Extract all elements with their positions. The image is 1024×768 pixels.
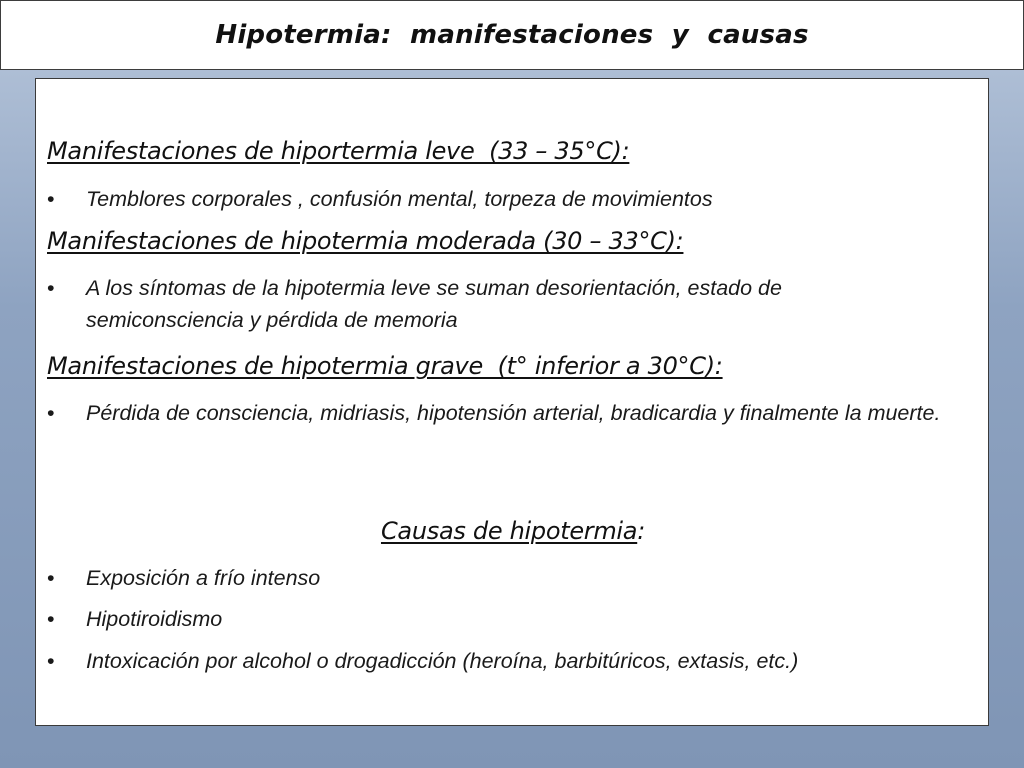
bullet-icon: • <box>47 566 55 590</box>
bullet-icon: • <box>47 187 55 211</box>
bullet-text: Pérdida de consciencia, midriasis, hipotensión arterial, bradicardia y finalmente la muerte. <box>86 401 941 425</box>
list-item-grave-1 <box>47 397 982 429</box>
bullet-icon: • <box>47 401 55 425</box>
bullet-text: Temblores corporales , confusión mental, torpeza de movimientos <box>86 187 713 211</box>
bullet-text: Intoxicación por alcohol o drogadicción (heroína, barbitúricos, extasis, etc.) <box>86 649 799 673</box>
bullet-text: A los síntomas de la hipotermia leve se suman desorientación, estado de semiconsciencia y pérdida de memoria <box>86 276 782 332</box>
heading-causas-colon: : <box>637 517 646 545</box>
heading-causas-text: Causas de hipotermia <box>380 517 638 545</box>
bullet-text: Exposición a frío intenso <box>86 566 321 590</box>
title-bar <box>0 0 1024 70</box>
list-item-causas-1 <box>47 562 982 594</box>
slide-title: Hipotermia: manifestaciones y causas <box>215 20 809 50</box>
bullet-icon: • <box>47 276 55 300</box>
list-item-causas-3 <box>47 645 957 677</box>
bullet-icon: • <box>47 649 55 673</box>
bullet-text: Hipotiroidismo <box>86 607 223 631</box>
list-item-causas-2 <box>47 603 982 635</box>
heading-causas <box>36 517 990 545</box>
list-item-leve-1 <box>47 183 982 215</box>
heading-moderada: Manifestaciones de hipotermia moderada (30 – 33°C): <box>47 227 684 255</box>
heading-grave: Manifestaciones de hipotermia grave (t° inferior a 30°C): <box>47 352 723 380</box>
list-item-moderada-1 <box>47 272 942 336</box>
heading-leve: Manifestaciones de hiportermia leve (33 – 35°C): <box>47 137 630 165</box>
content-box <box>35 78 989 726</box>
bullet-icon: • <box>47 607 55 631</box>
